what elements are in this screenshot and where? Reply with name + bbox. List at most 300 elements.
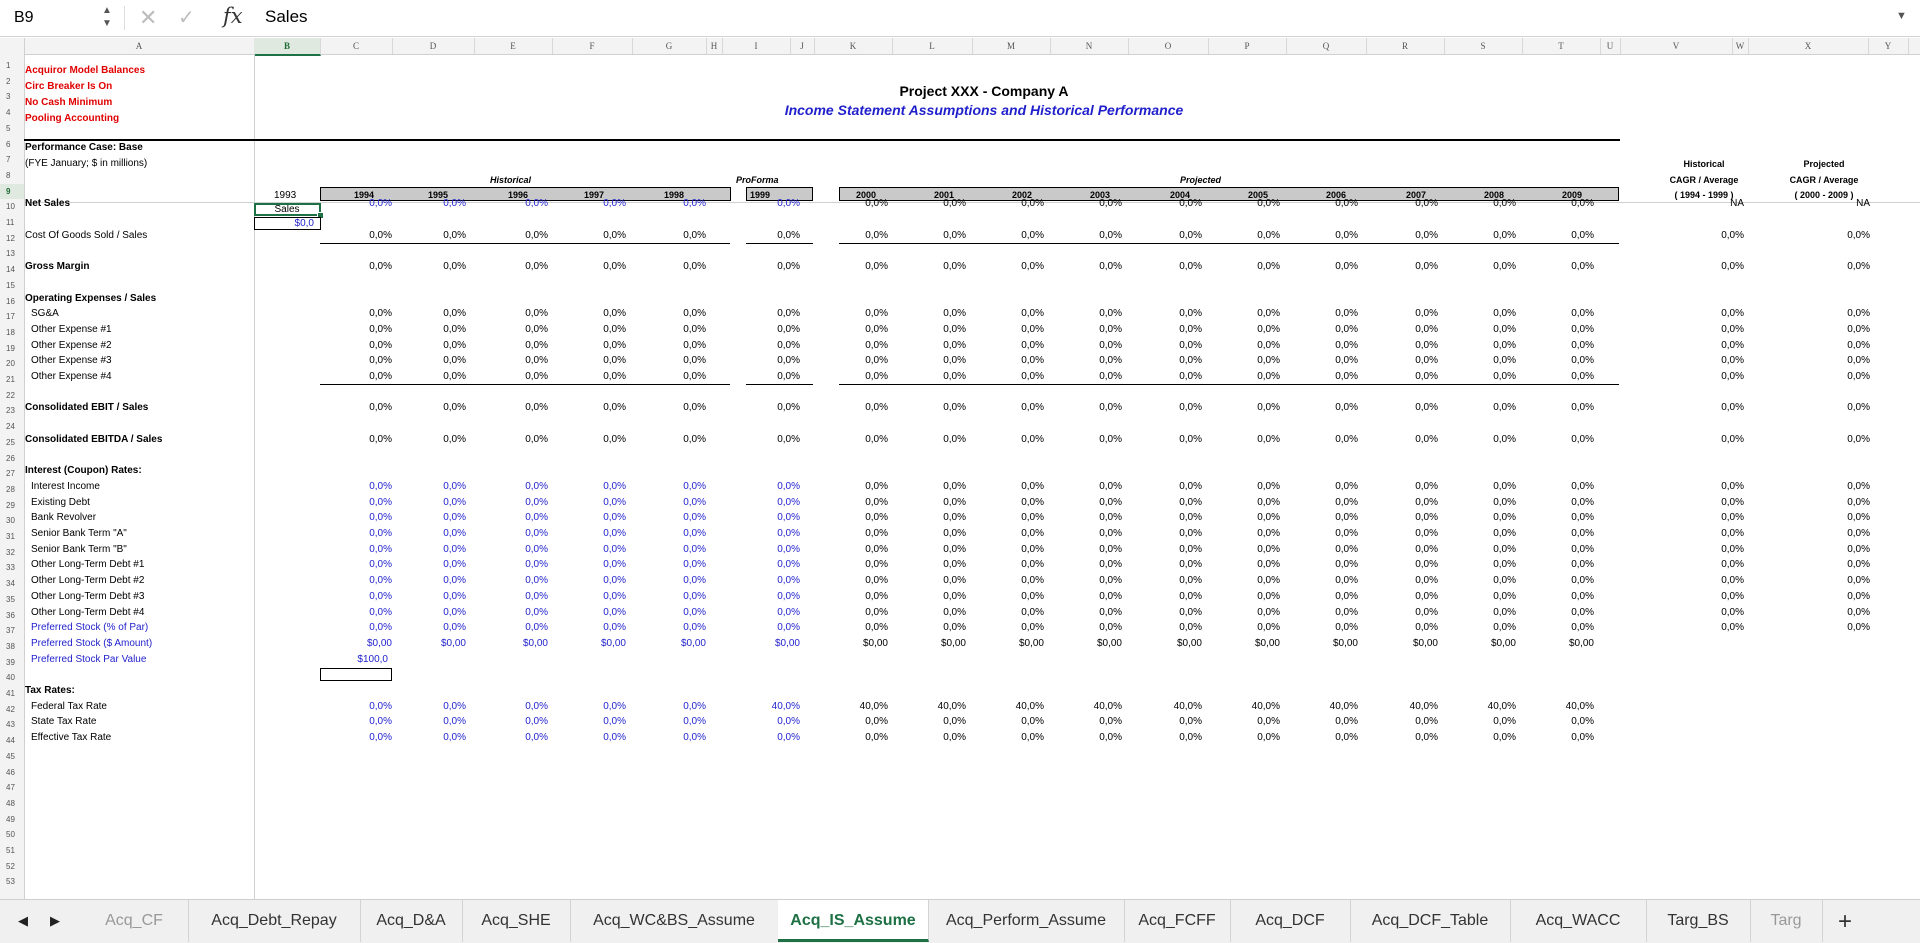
value-cell[interactable]: 0,0% — [1415, 480, 1438, 492]
row-header[interactable]: 16 — [6, 296, 15, 306]
column-header[interactable]: P — [1208, 38, 1287, 54]
value-cell[interactable]: 0,0% — [603, 308, 626, 320]
cagr-cell[interactable]: 0,0% — [1847, 323, 1870, 335]
value-cell[interactable]: 0,0% — [777, 323, 800, 335]
value-cell[interactable]: 0,0% — [1021, 528, 1044, 539]
value-cell[interactable]: 0,0% — [1099, 480, 1122, 492]
value-cell[interactable]: 0,0% — [1179, 716, 1202, 728]
row-header[interactable]: 15 — [6, 280, 15, 290]
cagr-cell[interactable]: 0,0% — [1847, 308, 1870, 320]
value-cell[interactable]: 0,0% — [369, 575, 392, 587]
row-header[interactable]: 17 — [6, 312, 15, 322]
value-cell[interactable]: 0,0% — [1099, 355, 1122, 367]
sheet-tab[interactable]: Acq_FCFF — [1124, 900, 1231, 942]
name-box[interactable]: B9 — [14, 9, 34, 26]
value-cell[interactable]: 0,0% — [1257, 402, 1280, 414]
value-cell[interactable]: 0,0% — [1099, 198, 1122, 210]
value-cell[interactable]: 0,0% — [943, 229, 966, 241]
value-cell[interactable]: 0,0% — [369, 433, 392, 445]
value-cell[interactable]: 0,0% — [369, 732, 392, 744]
value-cell[interactable]: 0,0% — [865, 323, 888, 335]
value-cell[interactable]: 0,0% — [369, 480, 392, 492]
value-cell[interactable]: 0,0% — [603, 528, 626, 539]
row-header[interactable]: 18 — [6, 327, 15, 337]
value-cell[interactable]: 0,0% — [603, 433, 626, 445]
value-cell[interactable]: 0,0% — [683, 606, 706, 618]
value-cell[interactable]: 0,0% — [865, 339, 888, 351]
value-cell[interactable]: 0,0% — [525, 528, 548, 539]
row-header[interactable]: 34 — [6, 579, 15, 589]
value-cell[interactable]: 0,0% — [1571, 559, 1594, 571]
column-header[interactable]: L — [892, 38, 973, 54]
value-cell[interactable]: 0,0% — [1099, 323, 1122, 335]
value-cell[interactable]: 0,0% — [369, 716, 392, 728]
value-cell[interactable]: $0,00 — [366, 637, 392, 649]
value-cell[interactable]: 0,0% — [683, 402, 706, 414]
value-cell[interactable]: 0,0% — [1493, 622, 1516, 634]
value-cell[interactable]: 0,0% — [1415, 716, 1438, 728]
value-cell[interactable]: 0,0% — [1257, 308, 1280, 320]
value-cell[interactable]: 0,0% — [1179, 229, 1202, 241]
value-cell[interactable]: 0,0% — [777, 371, 800, 382]
value-cell[interactable]: 0,0% — [865, 716, 888, 728]
value-cell[interactable]: 0,0% — [1493, 716, 1516, 728]
value-cell[interactable]: 0,0% — [1335, 512, 1358, 524]
value-cell[interactable]: $0,00 — [600, 637, 626, 649]
value-cell[interactable]: 0,0% — [1415, 323, 1438, 335]
value-cell[interactable]: 0,0% — [369, 229, 392, 241]
value-cell[interactable]: 0,0% — [683, 496, 706, 508]
value-cell[interactable]: 0,0% — [1415, 402, 1438, 414]
value-cell[interactable]: 0,0% — [943, 496, 966, 508]
value-cell[interactable]: 0,0% — [1335, 716, 1358, 728]
value-cell[interactable]: $0,00 — [1412, 637, 1438, 649]
value-cell[interactable]: $0,00 — [862, 637, 888, 649]
cagr-cell[interactable]: 0,0% — [1847, 590, 1870, 602]
value-cell[interactable]: 0,0% — [1021, 371, 1044, 382]
value-cell[interactable]: 0,0% — [525, 480, 548, 492]
value-cell[interactable]: 0,0% — [525, 606, 548, 618]
cagr-cell[interactable]: 0,0% — [1847, 559, 1870, 571]
value-cell[interactable]: 0,0% — [1257, 198, 1280, 210]
value-cell[interactable]: 40,0% — [1015, 700, 1044, 712]
value-cell[interactable]: 0,0% — [1571, 355, 1594, 367]
value-cell[interactable]: 0,0% — [603, 229, 626, 241]
value-cell[interactable]: 0,0% — [1257, 716, 1280, 728]
row-header[interactable]: 42 — [6, 704, 15, 714]
value-cell[interactable]: 0,0% — [1335, 371, 1358, 382]
value-cell[interactable]: $0,00 — [680, 637, 706, 649]
value-cell[interactable]: 0,0% — [603, 716, 626, 728]
row-header[interactable]: 26 — [6, 453, 15, 463]
value-cell[interactable]: 40,0% — [1487, 700, 1516, 712]
cagr-cell[interactable]: 0,0% — [1721, 229, 1744, 241]
value-cell[interactable]: 0,0% — [369, 339, 392, 351]
cagr-cell[interactable]: 0,0% — [1721, 480, 1744, 492]
value-cell[interactable]: 0,0% — [1257, 528, 1280, 539]
value-cell[interactable]: 0,0% — [1493, 323, 1516, 335]
column-header[interactable]: M — [972, 38, 1051, 54]
value-cell[interactable]: 0,0% — [1021, 198, 1044, 210]
value-cell[interactable]: 0,0% — [1021, 716, 1044, 728]
value-cell[interactable]: 0,0% — [1257, 261, 1280, 273]
value-cell[interactable]: 0,0% — [683, 700, 706, 712]
value-cell[interactable]: 0,0% — [525, 716, 548, 728]
row-header[interactable]: 25 — [6, 437, 15, 447]
value-cell[interactable]: 0,0% — [603, 339, 626, 351]
value-cell[interactable]: 0,0% — [443, 528, 466, 539]
value-cell[interactable]: 0,0% — [1099, 559, 1122, 571]
value-cell[interactable]: 0,0% — [1335, 732, 1358, 744]
value-cell[interactable]: 0,0% — [683, 512, 706, 524]
value-cell[interactable]: 0,0% — [683, 371, 706, 382]
value-cell[interactable]: 0,0% — [525, 543, 548, 555]
value-cell[interactable]: 0,0% — [1099, 402, 1122, 414]
value-cell[interactable]: 0,0% — [1335, 261, 1358, 273]
value-cell[interactable]: 0,0% — [1257, 543, 1280, 555]
value-cell[interactable]: 0,0% — [369, 371, 392, 382]
value-cell[interactable]: 0,0% — [777, 480, 800, 492]
value-cell[interactable]: 0,0% — [1571, 323, 1594, 335]
value-cell[interactable]: 0,0% — [683, 732, 706, 744]
value-cell[interactable]: 0,0% — [683, 543, 706, 555]
value-cell[interactable]: 0,0% — [525, 261, 548, 273]
value-cell[interactable]: 0,0% — [1571, 308, 1594, 320]
sheet-tab[interactable]: Acq_WACC — [1510, 900, 1647, 942]
value-cell[interactable]: 0,0% — [369, 606, 392, 618]
value-cell[interactable]: 40,0% — [771, 700, 800, 712]
value-cell[interactable]: 0,0% — [1179, 371, 1202, 382]
column-header[interactable]: I — [722, 38, 791, 54]
value-cell[interactable]: 0,0% — [369, 543, 392, 555]
cagr-cell[interactable]: NA — [1730, 198, 1744, 210]
value-cell[interactable]: 0,0% — [525, 323, 548, 335]
row-header[interactable]: 9 — [0, 184, 24, 199]
value-cell[interactable]: 0,0% — [1179, 355, 1202, 367]
value-cell[interactable]: 0,0% — [1257, 355, 1280, 367]
value-cell[interactable]: 0,0% — [525, 512, 548, 524]
value-cell[interactable]: 0,0% — [943, 371, 966, 382]
value-cell[interactable]: 0,0% — [683, 198, 706, 210]
value-cell[interactable]: 0,0% — [1257, 732, 1280, 744]
value-cell[interactable]: 0,0% — [525, 559, 548, 571]
value-cell[interactable]: 0,0% — [1493, 402, 1516, 414]
value-cell[interactable]: 0,0% — [777, 308, 800, 320]
cagr-cell[interactable]: 0,0% — [1847, 575, 1870, 587]
value-cell[interactable]: 0,0% — [369, 355, 392, 367]
value-cell[interactable]: $0,00 — [1096, 637, 1122, 649]
value-cell[interactable]: 40,0% — [1409, 700, 1438, 712]
value-cell[interactable]: 0,0% — [683, 339, 706, 351]
value-cell[interactable]: 0,0% — [1571, 575, 1594, 587]
value-cell[interactable]: 0,0% — [777, 198, 800, 210]
value-cell[interactable]: 0,0% — [1335, 575, 1358, 587]
row-header[interactable]: 1 — [6, 61, 11, 70]
value-cell[interactable]: 0,0% — [1021, 402, 1044, 414]
value-cell[interactable]: 0,0% — [1021, 339, 1044, 351]
value-cell[interactable]: 0,0% — [943, 543, 966, 555]
row-header[interactable]: 37 — [6, 626, 15, 636]
sheet-tab[interactable]: Acq_SHE — [462, 900, 571, 942]
cagr-cell[interactable]: 0,0% — [1847, 402, 1870, 414]
value-cell[interactable]: 0,0% — [1571, 496, 1594, 508]
value-cell[interactable]: 0,0% — [443, 590, 466, 602]
value-cell[interactable]: 0,0% — [943, 512, 966, 524]
value-cell[interactable]: 0,0% — [865, 732, 888, 744]
row-header[interactable]: 50 — [6, 830, 15, 840]
row-header[interactable]: 2 — [6, 76, 11, 86]
value-cell[interactable]: 0,0% — [525, 496, 548, 508]
value-cell[interactable]: 0,0% — [1021, 512, 1044, 524]
value-cell[interactable]: 0,0% — [443, 198, 466, 210]
value-cell[interactable]: 0,0% — [1493, 496, 1516, 508]
value-cell[interactable]: 0,0% — [1179, 528, 1202, 539]
value-cell[interactable]: $0,00 — [1018, 637, 1044, 649]
value-cell[interactable]: 0,0% — [1571, 433, 1594, 445]
value-cell[interactable]: 0,0% — [1571, 590, 1594, 602]
value-cell[interactable]: 0,0% — [603, 371, 626, 382]
value-cell[interactable]: 0,0% — [943, 575, 966, 587]
value-cell[interactable]: 0,0% — [1021, 323, 1044, 335]
value-cell[interactable]: 0,0% — [603, 700, 626, 712]
row-header[interactable]: 36 — [6, 610, 15, 620]
value-cell[interactable]: 0,0% — [603, 622, 626, 634]
value-cell[interactable]: 0,0% — [1493, 339, 1516, 351]
value-cell[interactable]: 0,0% — [1335, 229, 1358, 241]
value-cell[interactable]: 0,0% — [943, 622, 966, 634]
value-cell[interactable]: 0,0% — [1179, 261, 1202, 273]
row-header[interactable]: 10 — [6, 202, 15, 212]
column-header[interactable]: F — [552, 38, 633, 54]
value-cell[interactable]: 0,0% — [369, 528, 392, 539]
value-cell[interactable]: 0,0% — [1415, 198, 1438, 210]
value-cell[interactable]: 0,0% — [369, 402, 392, 414]
cagr-cell[interactable]: 0,0% — [1847, 433, 1870, 445]
column-header[interactable]: Y — [1868, 38, 1909, 54]
value-cell[interactable]: 0,0% — [683, 229, 706, 241]
cagr-cell[interactable]: 0,0% — [1847, 480, 1870, 492]
row-header[interactable]: 7 — [6, 155, 11, 165]
column-header[interactable]: R — [1366, 38, 1445, 54]
cagr-cell[interactable]: 0,0% — [1721, 622, 1744, 634]
value-cell[interactable]: $0,00 — [1332, 637, 1358, 649]
cagr-cell[interactable]: 0,0% — [1721, 402, 1744, 414]
value-cell[interactable]: 0,0% — [525, 732, 548, 744]
value-cell[interactable]: 0,0% — [525, 433, 548, 445]
value-cell[interactable]: 0,0% — [1415, 433, 1438, 445]
row-header[interactable]: 35 — [6, 594, 15, 604]
value-cell[interactable]: 0,0% — [1257, 575, 1280, 587]
row-header[interactable]: 46 — [6, 767, 15, 777]
value-cell[interactable]: 40,0% — [1251, 700, 1280, 712]
value-cell[interactable]: 0,0% — [1021, 622, 1044, 634]
column-header[interactable]: O — [1128, 38, 1209, 54]
value-cell[interactable]: 0,0% — [525, 622, 548, 634]
row-header[interactable]: 3 — [6, 92, 11, 102]
value-cell[interactable]: 0,0% — [1493, 590, 1516, 602]
value-cell[interactable]: 40,0% — [1093, 700, 1122, 712]
value-cell[interactable]: 0,0% — [777, 355, 800, 367]
value-cell[interactable]: 0,0% — [777, 433, 800, 445]
sheet-tab[interactable]: Acq_WC&BS_Assume — [570, 900, 779, 942]
value-cell[interactable]: 0,0% — [443, 732, 466, 744]
row-header[interactable]: 23 — [6, 406, 15, 416]
value-cell[interactable]: 0,0% — [1493, 512, 1516, 524]
value-cell[interactable]: 0,0% — [1493, 528, 1516, 539]
value-cell[interactable]: 0,0% — [777, 716, 800, 728]
value-cell[interactable]: 0,0% — [865, 308, 888, 320]
value-cell[interactable]: 0,0% — [369, 590, 392, 602]
value-cell[interactable]: 0,0% — [865, 433, 888, 445]
value-cell[interactable]: 0,0% — [1571, 339, 1594, 351]
value-cell[interactable]: 0,0% — [943, 528, 966, 539]
value-cell[interactable]: 0,0% — [777, 261, 800, 273]
value-cell[interactable]: 0,0% — [369, 512, 392, 524]
row-header[interactable]: 49 — [6, 814, 15, 824]
row-header[interactable]: 38 — [6, 641, 15, 651]
value-cell[interactable]: 0,0% — [603, 543, 626, 555]
value-cell[interactable]: 0,0% — [777, 606, 800, 618]
value-cell[interactable]: 0,0% — [683, 261, 706, 273]
value-cell[interactable]: 0,0% — [1415, 261, 1438, 273]
value-cell[interactable]: 0,0% — [943, 480, 966, 492]
value-cell[interactable]: 0,0% — [865, 480, 888, 492]
value-cell[interactable]: 0,0% — [443, 308, 466, 320]
value-cell[interactable]: 0,0% — [1179, 559, 1202, 571]
column-header[interactable]: W — [1732, 38, 1749, 54]
row-header[interactable]: 32 — [6, 547, 15, 557]
value-cell[interactable]: 0,0% — [1021, 606, 1044, 618]
value-cell[interactable]: $0,00 — [522, 637, 548, 649]
value-cell[interactable]: 0,0% — [1571, 732, 1594, 744]
value-cell[interactable]: 0,0% — [1179, 575, 1202, 587]
value-cell[interactable]: 0,0% — [443, 261, 466, 273]
value-cell[interactable]: 0,0% — [865, 512, 888, 524]
value-cell[interactable]: 0,0% — [865, 559, 888, 571]
row-header[interactable]: 19 — [6, 343, 15, 353]
row-header[interactable]: 41 — [6, 689, 15, 698]
value-cell[interactable]: 0,0% — [1257, 323, 1280, 335]
value-cell[interactable]: 0,0% — [1099, 339, 1122, 351]
column-header[interactable]: K — [814, 38, 893, 54]
value-cell[interactable]: 0,0% — [1021, 355, 1044, 367]
column-header[interactable]: U — [1600, 38, 1621, 54]
value-cell[interactable]: 0,0% — [865, 528, 888, 539]
value-cell[interactable]: 0,0% — [1179, 512, 1202, 524]
value-cell[interactable]: 0,0% — [525, 198, 548, 210]
sheet-tab[interactable]: Acq_IS_Assume — [778, 900, 929, 942]
cagr-cell[interactable]: 0,0% — [1721, 433, 1744, 445]
value-cell[interactable]: 0,0% — [1257, 496, 1280, 508]
value-cell[interactable]: 0,0% — [525, 402, 548, 414]
next-sheet-icon[interactable]: ▶ — [50, 913, 60, 928]
cagr-cell[interactable]: 0,0% — [1721, 261, 1744, 273]
value-cell[interactable]: 0,0% — [943, 323, 966, 335]
row-header[interactable]: 29 — [6, 500, 15, 510]
value-cell[interactable]: 0,0% — [865, 402, 888, 414]
add-sheet-button[interactable]: + — [1838, 908, 1853, 935]
column-header[interactable]: Q — [1286, 38, 1367, 54]
value-cell[interactable]: 0,0% — [1257, 371, 1280, 382]
row-header[interactable]: 45 — [6, 751, 15, 761]
cagr-cell[interactable]: 0,0% — [1721, 512, 1744, 524]
value-cell[interactable]: 0,0% — [865, 229, 888, 241]
value-cell[interactable]: 40,0% — [1329, 700, 1358, 712]
value-cell[interactable]: 0,0% — [369, 496, 392, 508]
row-header[interactable]: 4 — [6, 108, 11, 118]
value-cell[interactable]: 0,0% — [603, 575, 626, 587]
value-cell[interactable]: 0,0% — [943, 198, 966, 210]
column-header[interactable]: E — [474, 38, 553, 54]
value-cell[interactable]: 0,0% — [1179, 198, 1202, 210]
cagr-cell[interactable]: NA — [1856, 198, 1870, 210]
value-cell[interactable]: $0,00 — [1176, 637, 1202, 649]
value-cell[interactable]: 0,0% — [683, 528, 706, 539]
sheet-tab[interactable]: Acq_CF — [80, 900, 189, 942]
value-cell[interactable]: 0,0% — [1257, 512, 1280, 524]
cagr-cell[interactable]: 0,0% — [1847, 606, 1870, 618]
value-cell[interactable]: 0,0% — [1257, 480, 1280, 492]
row-header[interactable]: 13 — [6, 249, 15, 259]
value-cell[interactable]: 0,0% — [777, 590, 800, 602]
value-cell[interactable]: 0,0% — [777, 402, 800, 414]
value-cell[interactable]: 0,0% — [865, 355, 888, 367]
value-cell[interactable]: 0,0% — [943, 339, 966, 351]
value-cell[interactable]: 0,0% — [443, 355, 466, 367]
value-cell[interactable]: 0,0% — [525, 339, 548, 351]
column-header[interactable]: X — [1748, 38, 1869, 54]
value-cell[interactable]: 0,0% — [1415, 496, 1438, 508]
cagr-cell[interactable]: 0,0% — [1721, 559, 1744, 571]
sheet-tab[interactable]: Acq_Debt_Repay — [188, 900, 361, 942]
value-cell[interactable]: 0,0% — [1179, 480, 1202, 492]
value-cell[interactable]: 0,0% — [1335, 543, 1358, 555]
cagr-cell[interactable]: 0,0% — [1721, 323, 1744, 335]
value-cell[interactable]: 0,0% — [1099, 496, 1122, 508]
cagr-cell[interactable]: 0,0% — [1847, 229, 1870, 241]
value-cell[interactable]: 0,0% — [1415, 543, 1438, 555]
cancel-icon[interactable]: ✕ — [139, 5, 158, 30]
value-cell[interactable]: 0,0% — [443, 606, 466, 618]
cagr-cell[interactable]: 0,0% — [1721, 606, 1744, 618]
row-header[interactable]: 30 — [6, 516, 15, 526]
row-header[interactable]: 20 — [6, 359, 15, 369]
value-cell[interactable]: 0,0% — [1021, 543, 1044, 555]
row-header[interactable]: 21 — [6, 375, 15, 384]
column-header[interactable]: G — [632, 38, 707, 54]
value-cell[interactable]: 0,0% — [943, 606, 966, 618]
row-header[interactable]: 52 — [6, 861, 15, 871]
value-cell[interactable]: 0,0% — [1571, 261, 1594, 273]
value-cell[interactable]: 0,0% — [943, 402, 966, 414]
cagr-cell[interactable]: 0,0% — [1847, 512, 1870, 524]
value-cell[interactable]: 0,0% — [1099, 732, 1122, 744]
value-cell[interactable]: 0,0% — [443, 229, 466, 241]
row-header[interactable]: 47 — [6, 783, 15, 793]
cell-c39[interactable]: $100,0 — [357, 653, 388, 665]
row-header[interactable]: 5 — [6, 123, 11, 133]
value-cell[interactable]: 0,0% — [1493, 480, 1516, 492]
value-cell[interactable]: 0,0% — [865, 622, 888, 634]
value-cell[interactable]: $0,00 — [940, 637, 966, 649]
value-cell[interactable]: 0,0% — [1021, 496, 1044, 508]
value-cell[interactable]: 0,0% — [865, 590, 888, 602]
value-cell[interactable]: 0,0% — [1257, 559, 1280, 571]
value-cell[interactable]: 0,0% — [1335, 323, 1358, 335]
cell-b10[interactable]: $0,0 — [294, 218, 314, 229]
value-cell[interactable]: 0,0% — [443, 402, 466, 414]
value-cell[interactable]: 0,0% — [777, 732, 800, 744]
